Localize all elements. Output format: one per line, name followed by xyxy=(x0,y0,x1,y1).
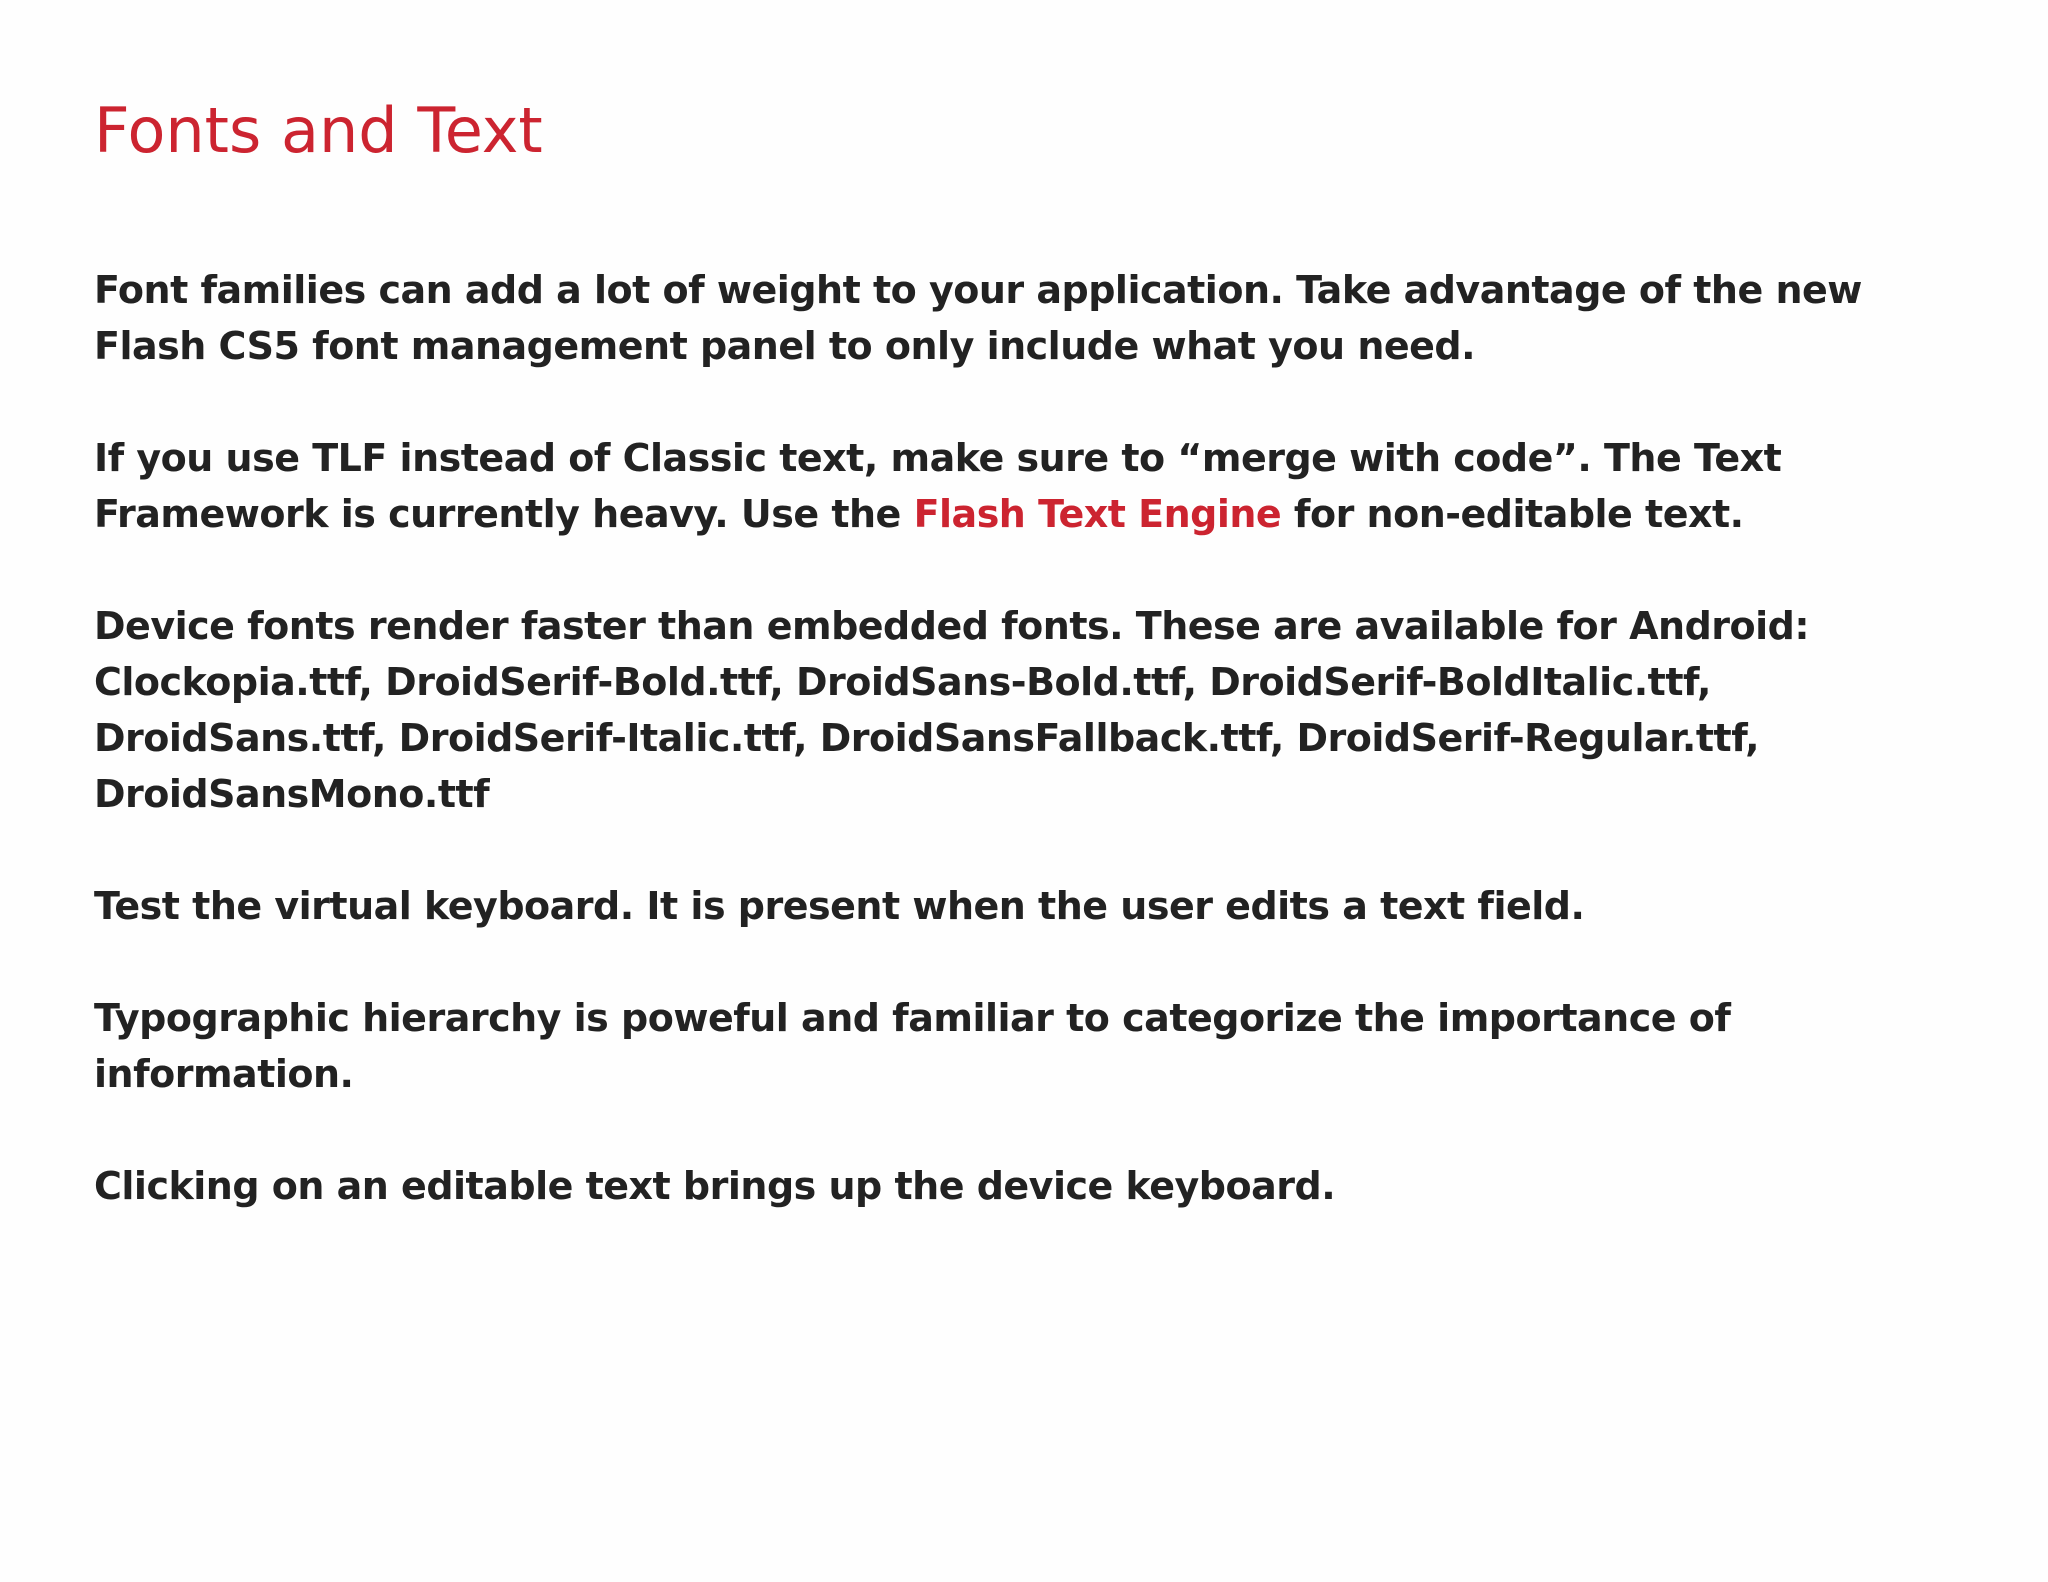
paragraph-line: Test the virtual keyboard. It is present when the user edits a text field. xyxy=(94,884,1585,928)
paragraph-line: information. xyxy=(94,1052,354,1096)
paragraph-line: DroidSans.ttf, DroidSerif-Italic.ttf, DroidSansFallback.ttf, DroidSerif-Regular.ttf, xyxy=(94,716,1760,760)
slide-body xyxy=(94,262,1994,1270)
paragraph-editable-text xyxy=(94,1158,1994,1214)
text-segment: Framework is currently heavy. Use the xyxy=(94,492,914,536)
paragraph-line xyxy=(94,486,1994,542)
paragraph-font-families xyxy=(94,262,1994,374)
paragraph-line: Clockopia.ttf, DroidSerif-Bold.ttf, DroidSans-Bold.ttf, DroidSerif-BoldItalic.ttf, xyxy=(94,660,1711,704)
flash-text-engine-highlight: Flash Text Engine xyxy=(913,492,1282,536)
paragraph-line: Flash CS5 font management panel to only include what you need. xyxy=(94,324,1476,368)
paragraph-line: Font families can add a lot of weight to your application. Take advantage of the new xyxy=(94,268,1862,312)
text-segment: for non-editable text. xyxy=(1281,492,1744,536)
paragraph-device-fonts xyxy=(94,598,1994,822)
page-title: Fonts and Text xyxy=(94,94,543,167)
paragraph-virtual-keyboard xyxy=(94,878,1994,934)
paragraph-line: If you use TLF instead of Classic text, make sure to “merge with code”. The Text xyxy=(94,436,1782,480)
paragraph-line: Clicking on an editable text brings up the device keyboard. xyxy=(94,1164,1336,1208)
paragraph-line: DroidSansMono.ttf xyxy=(94,772,490,816)
paragraph-typographic-hierarchy xyxy=(94,990,1994,1102)
paragraph-tlf xyxy=(94,430,1994,542)
paragraph-line: Device fonts render faster than embedded fonts. These are available for Android: xyxy=(94,604,1810,648)
paragraph-line: Typographic hierarchy is poweful and familiar to categorize the importance of xyxy=(94,996,1731,1040)
